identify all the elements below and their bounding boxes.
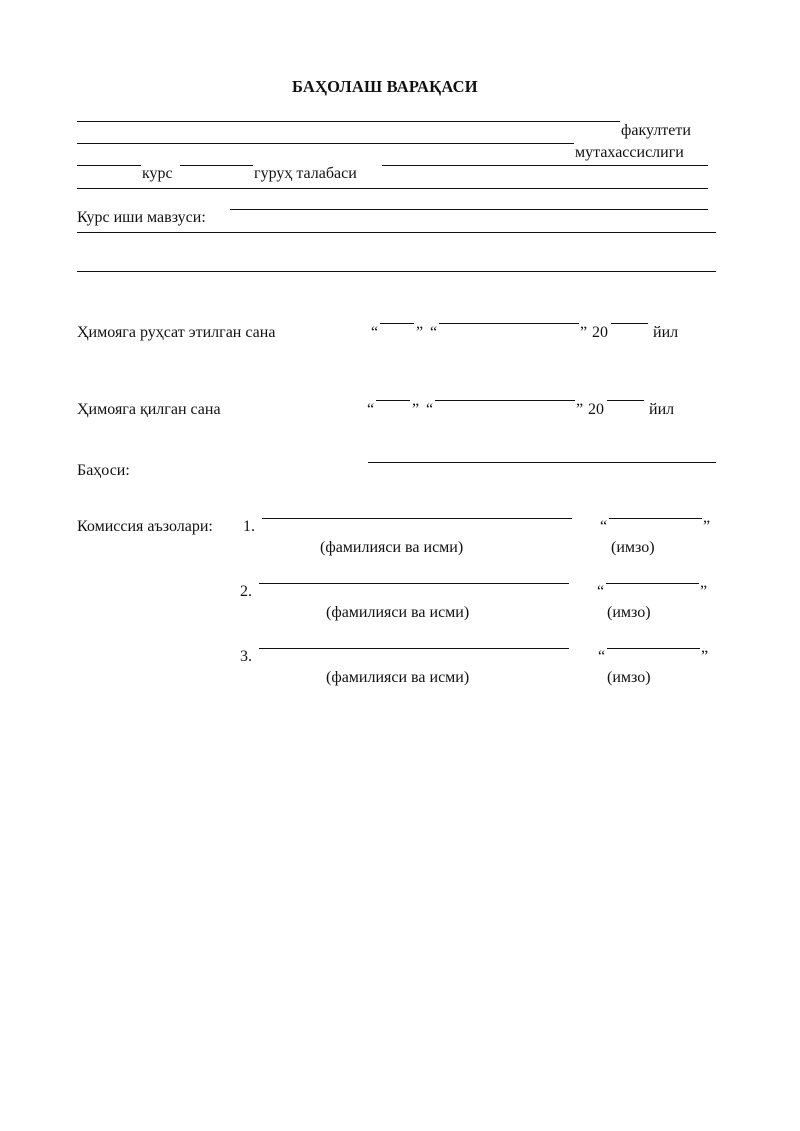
close-quote: ” <box>703 518 711 535</box>
signature-caption: (имзо) <box>607 604 651 621</box>
specialty-label: мутахассислиги <box>575 144 684 161</box>
grade-field[interactable] <box>368 462 716 463</box>
name-caption: (фамилияси ва исми) <box>326 604 470 621</box>
open-quote: “ <box>426 401 434 418</box>
year-suffix: йил <box>649 401 675 418</box>
course-field[interactable] <box>77 165 141 166</box>
student-name-field-continued[interactable] <box>77 188 708 189</box>
member-3-signature-field[interactable] <box>607 648 700 649</box>
faculty-label: факултети <box>621 122 691 139</box>
page-title: БАҲОЛАШ ВАРАҚАСИ <box>292 77 478 96</box>
year-prefix: 20 <box>592 324 608 341</box>
signature-caption: (имзо) <box>611 539 655 556</box>
member-2-name-field[interactable] <box>259 583 569 584</box>
course-label: курс <box>142 165 173 182</box>
close-quote: ” <box>700 583 708 600</box>
defense-day-field[interactable] <box>376 400 410 401</box>
close-quote: ” <box>412 401 420 418</box>
member-number: 2. <box>240 583 252 600</box>
permission-month-field[interactable] <box>439 323 579 324</box>
open-quote: “ <box>600 518 608 535</box>
close-quote: ” <box>576 401 584 418</box>
commission-label: Комиссия аъзолари: <box>77 518 213 535</box>
open-quote: “ <box>598 648 606 665</box>
group-student-label: гуруҳ талабаси <box>254 165 357 182</box>
specialty-field[interactable] <box>77 143 574 144</box>
close-quote: ” <box>580 324 588 341</box>
topic-label: Курс иши мавзуси: <box>77 209 206 226</box>
topic-field-line-2[interactable] <box>77 232 716 233</box>
defense-permission-label: Ҳимояга руҳсат этилган сана <box>77 324 276 341</box>
member-number: 1. <box>243 518 255 535</box>
member-1-name-field[interactable] <box>262 518 572 519</box>
topic-field[interactable] <box>230 209 708 210</box>
member-3-name-field[interactable] <box>259 648 569 649</box>
defense-year-field[interactable] <box>607 400 644 401</box>
defense-date-label: Ҳимояга қилган сана <box>77 401 221 418</box>
member-2-signature-field[interactable] <box>606 583 699 584</box>
year-prefix: 20 <box>588 401 604 418</box>
open-quote: “ <box>371 324 379 341</box>
close-quote: ” <box>416 324 424 341</box>
member-number: 3. <box>240 648 252 665</box>
name-caption: (фамилияси ва исми) <box>326 669 470 686</box>
signature-caption: (имзо) <box>607 669 651 686</box>
member-1-signature-field[interactable] <box>609 518 702 519</box>
topic-field-line-3[interactable] <box>77 271 716 272</box>
permission-year-field[interactable] <box>611 323 648 324</box>
year-suffix: йил <box>653 324 679 341</box>
group-field[interactable] <box>180 165 253 166</box>
defense-month-field[interactable] <box>435 400 575 401</box>
open-quote: “ <box>367 401 375 418</box>
permission-day-field[interactable] <box>380 323 414 324</box>
open-quote: “ <box>430 324 438 341</box>
faculty-field[interactable] <box>77 121 620 122</box>
grade-label: Баҳоси: <box>77 462 130 479</box>
student-name-field[interactable] <box>382 165 708 166</box>
open-quote: “ <box>597 583 605 600</box>
name-caption: (фамилияси ва исми) <box>320 539 464 556</box>
close-quote: ” <box>701 648 709 665</box>
